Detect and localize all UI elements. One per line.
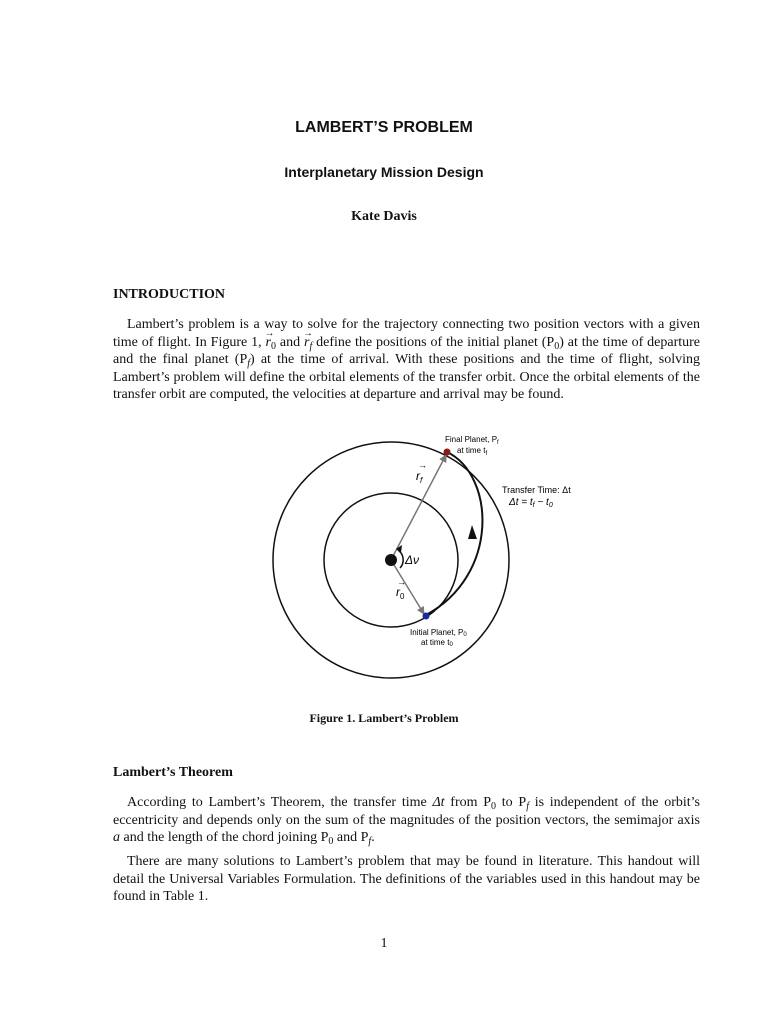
lambert-figure bbox=[0, 425, 768, 705]
initial-planet-marker bbox=[423, 613, 430, 620]
r0-vector-symbol: → r bbox=[266, 334, 271, 352]
paper-subtitle: Interplanetary Mission Design bbox=[284, 164, 484, 180]
solutions-paragraph: There are many solutions to Lambert’s problem that may be found in literature. This handout will detail the Universal Variables Formulation. The definitions of the variables used in this handout may be found in Table 1. bbox=[113, 854, 700, 904]
page-number: 1 bbox=[380, 936, 388, 951]
transfer-direction-arrow bbox=[468, 525, 477, 539]
theorem-paragraph: According to Lambert’s Theorem, the transfer time Δt from $P_0$ to $P_f$ is independent of the orbit’s eccentricity and depends only on the sum of the magnitudes of the position vectors, the semimajor axis a and the length of the chord joining $P_0$ and $P_f$. bbox=[113, 795, 700, 847]
rf-vector-symbol: → r bbox=[304, 334, 309, 352]
initial-planet-label: Initial Planet, P0 bbox=[410, 628, 467, 638]
delta-nu-label: Δν bbox=[405, 553, 420, 567]
transfer-time-equation: $\Delta t = t_f - t_0$ bbox=[509, 497, 553, 509]
paper-title: LAMBERT’S PROBLEM bbox=[295, 119, 473, 136]
lamberts-theorem-heading: Lambert’s Theorem bbox=[113, 765, 233, 780]
final-planet-time-label: at time $t_f$ bbox=[457, 446, 488, 457]
figure-caption: Figure 1. Lambert’s Problem bbox=[309, 711, 459, 725]
final-planet-label: Final Planet, $P_f$ bbox=[445, 435, 499, 446]
r0-vector-label: $r_0$ bbox=[396, 585, 405, 601]
author-name: Kate Davis bbox=[351, 209, 417, 224]
rf-vector-arrow-glyph: → bbox=[418, 460, 427, 470]
central-body bbox=[385, 554, 397, 566]
initial-planet-time-label: at time t0 bbox=[421, 638, 453, 648]
final-planet-marker bbox=[444, 449, 451, 456]
delta-nu-arc bbox=[398, 550, 403, 568]
introduction-heading: INTRODUCTION bbox=[113, 287, 226, 302]
transfer-time-label: Transfer Time: Δt bbox=[502, 485, 571, 495]
r0-vector-arrow-glyph: → bbox=[397, 577, 406, 587]
rf-vector-label: $r_f$ bbox=[416, 469, 423, 485]
introduction-paragraph: Lambert’s problem is a way to solve for the trajectory connecting two position vectors with a given time of flight. In Figure 1, → $r_0$ and → $r_f$ define the positions of the initial planet $(P_0)$ at the time of departure and the final planet $(P_f)$ at the time of arrival. With these positions and the time of flight, solving Lambert’s problem will define the orbital elements of the transfer orbit. Once the orbital elements of the transfer orbit are computed, the velocities at departure and arrival may be found. bbox=[113, 316, 700, 404]
